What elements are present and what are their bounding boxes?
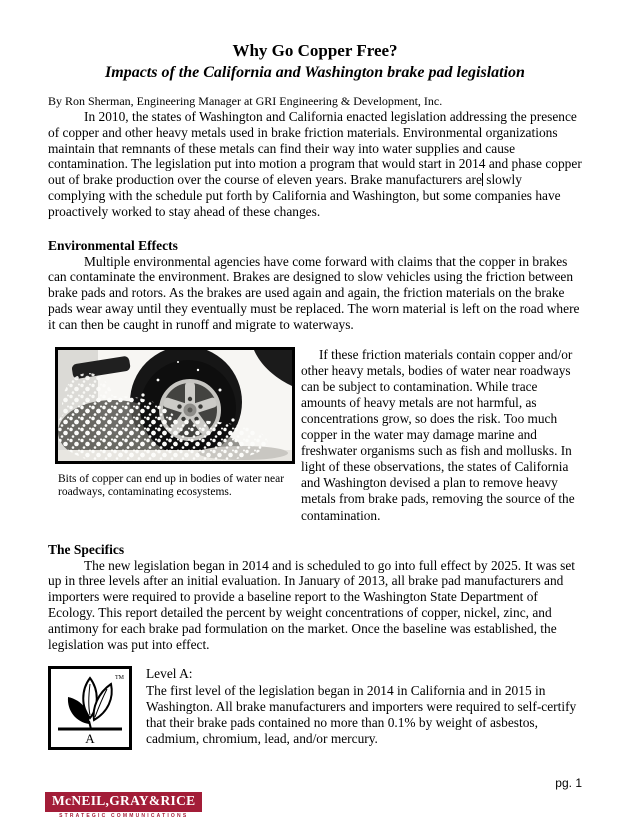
page-number: pg. 1 [555,776,582,790]
wrap-text-column [301,347,582,524]
leafmark-letter: A [85,731,95,747]
leafmark-tm-mark: TM [115,675,124,682]
level-a-text-block [146,666,582,750]
intro-text-before-cursor: In 2010, the states of Washington and California enacted legislation addressing the presence of copper and other heavy metals used in brake friction materials. Environmental organizations maintain that remnants of these metals can find their way into water supplies and cause contamination. The legislation put into motion a program that would start in 2014 and phase copper out of brake production over the course of eleven years. Brake manufacturers are [48,109,582,188]
environmental-effects-paragraph: Multiple environmental agencies have come forward with claims that the copper in brakes can contaminate the environment. Brakes are designed to slow vehicles using the friction between brake pads and rotors. As the brakes are used again and again, the friction materials on the brake pads wear away until they eventually must be replaced. The worn material is left on the road where it can then be caught in runoff and migrate to waterways. [48,253,580,332]
doc-subtitle: Impacts of the California and Washington brake pad legislation [105,64,525,81]
doc-byline: By Ron Sherman, Engineering Manager at GRI Engineering & Development, Inc. [48,94,443,108]
intro-text-after-cursor: slowly complying with the schedule put forth by California and Washington, but some companies have proactively worked to stay ahead of these changes. [48,172,561,219]
section-heading-the-specifics: The Specifics [48,541,125,557]
brake-photo-frame [55,347,295,464]
specifics-paragraph: The new legislation began in 2014 and is scheduled to go into full effect by 2025. It was set up in three levels after an initial evaluation. In January of 2013, all brake pad manufacturers and importers were required to provide a baseline report to the Washington State Department of Ecology. This report detailed the percent by weight concentrations of copper, nickel, zinc, and antimony for each brake pad formulation on the market. Once the baseline was established, the legislation was put into effect. [48,557,576,652]
photo-and-text-row [48,347,582,524]
brake-photo-figure [48,347,295,524]
photo-caption: Bits of copper can end up in bodies of water near roadways, contaminating ecosystems. [58,472,285,499]
level-a-paragraph: The first level of the legislation began in 2014 in California and in 2015 in Washington. All brake manufacturers and importers were required to self-certify that their brake pads contained no more than 0.1% by weight of asbestos, cadmium, chromium, lead, and/or mercury. [146,682,577,747]
company-logo [45,792,202,819]
logo-tagline: STRATEGIC COMMUNICATIONS [59,813,189,819]
leafmark-a-icon [48,666,132,750]
doc-title: Why Go Copper Free? [232,41,398,60]
logo-wordmark: McNEIL,GRAY&RICE [45,792,202,812]
contamination-paragraph: If these friction materials contain copper and/or other heavy metals, bodies of water near roadways can be subject to contamination. While trace amounts of heavy metals are not harmful, as concentrations grow, so does the risk. Too much copper in the water may damage marine and freshwater organisms such as fish and mollusks. In light of these observations, the states of California and Washington devised a plan to remove heavy metals from brake pads, removing the source of the contamination. [301,346,575,523]
intro-paragraph [48,109,582,220]
level-a-label: Level A: [146,666,193,682]
section-heading-environmental-effects: Environmental Effects [48,237,178,253]
level-a-row [48,666,582,750]
car-wheel-photo [58,350,292,461]
leafmark-a-box [48,666,132,750]
